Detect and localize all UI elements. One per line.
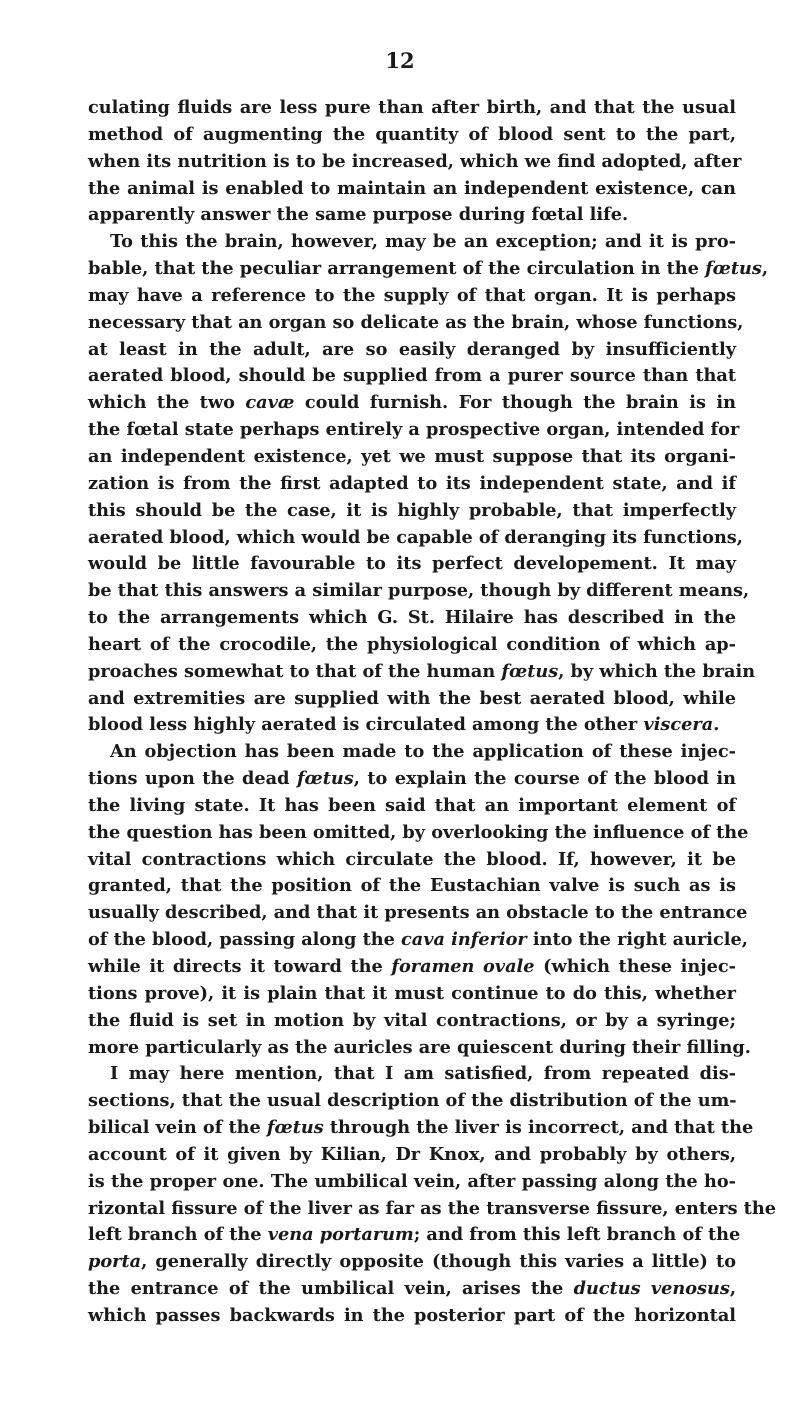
italic-text: cavæ (245, 392, 295, 414)
text-segment: aerated blood, which would be capable of deranging its functions, (88, 526, 743, 548)
text-segment: at least in the adult, are so easily deranged by insufficiently (88, 338, 736, 360)
text-segment: An objection has been made to the application of these injec- (110, 741, 736, 763)
text-segment: method of augmenting the quantity of blood sent to the part, (88, 123, 736, 145)
text-segment: is the proper one. The umbilical vein, after passing along the ho- (88, 1170, 736, 1192)
text-segment: proaches somewhat to that of the human (88, 660, 502, 682)
italic-text: ductus venosus (573, 1278, 730, 1300)
text-line (88, 686, 736, 713)
italic-text: fœtus (296, 768, 354, 790)
text-segment: the fluid is set in motion by vital contractions, or by a syringe; (88, 1009, 736, 1031)
text-segment: sections, that the usual description of the distribution of the um- (88, 1090, 737, 1112)
italic-text: porta (88, 1251, 142, 1273)
italic-text: cava inferior (401, 929, 527, 951)
text-line (88, 498, 736, 525)
text-segment: I may here mention, that I am satisfied, from repeated dis- (110, 1063, 736, 1085)
text-segment: necessary that an organ so delicate as the brain, whose functions, (88, 311, 744, 333)
text-line (88, 873, 736, 900)
text-segment: which the two (88, 392, 246, 414)
text-segment: , by which the brain (558, 660, 756, 682)
text-segment: could furnish. For though the brain is in (294, 392, 736, 414)
text-segment: vital contractions which circulate the blood. If, however, it be (88, 848, 736, 870)
text-line (88, 605, 736, 632)
text-line (88, 525, 743, 552)
text-line (88, 632, 736, 659)
text-line (88, 766, 736, 793)
text-segment: the animal is enabled to maintain an independent existence, can (88, 177, 736, 199)
text-line (88, 471, 736, 498)
text-line (88, 793, 736, 820)
text-segment: bilical vein of the (88, 1117, 267, 1139)
text-line (88, 954, 736, 981)
text-segment: while it directs it toward the (88, 956, 392, 977)
text-line (88, 900, 748, 927)
text-segment: an independent existence, yet we must suppose that its organi- (88, 445, 736, 467)
italic-text: foramen ovale (391, 956, 535, 977)
text-line (88, 1169, 736, 1196)
text-segment: this should be the case, it is highly probable, that imperfectly (88, 499, 736, 521)
text-segment: to the arrangements which G. St. Hilaire has described in the (88, 607, 736, 629)
text-segment: , to explain the course of the blood in (353, 768, 736, 790)
text-segment: rizontal fissure of the liver as far as the transverse fissure, enters the (88, 1197, 776, 1219)
text-segment: account of it given by Kilian, Dr Knox, and probably by others, (88, 1143, 736, 1165)
text-segment: . (713, 714, 720, 736)
text-line (88, 390, 736, 417)
text-line (88, 1249, 736, 1276)
text-segment: through the liver is incorrect, and that the (323, 1117, 754, 1139)
text-segment: ; and from this left branch of the (413, 1224, 741, 1246)
text-segment: culating fluids are less pure than after birth, and that the usual (88, 97, 736, 118)
text-line (88, 981, 736, 1008)
text-line (88, 1008, 736, 1035)
page-number: 12 (385, 48, 415, 73)
text-segment: of the blood, passing along the (88, 929, 402, 951)
text-segment: would be little favourable to its perfect developement. It may (88, 553, 736, 575)
text-line (88, 1276, 736, 1303)
text-segment: apparently answer the same purpose during fœtal life. (88, 204, 629, 226)
text-line (88, 176, 736, 203)
italic-text: fœtus (266, 1117, 324, 1139)
text-segment: zation is from the first adapted to its independent state, and if (88, 472, 736, 494)
italic-text: fœtus (501, 660, 559, 682)
text-line (88, 712, 736, 739)
text-segment: the entrance of the umbilical vein, arises the (88, 1278, 574, 1300)
text-segment: tions prove), it is plain that it must continue to do this, whether (88, 982, 736, 1004)
text-line (88, 417, 740, 444)
text-segment: into the right auricle, (526, 929, 748, 951)
text-line (88, 337, 736, 364)
text-line (88, 820, 749, 847)
text-line (88, 1035, 751, 1062)
text-segment: (which these injec- (534, 956, 736, 977)
text-segment: blood less highly aerated is circulated among the other (88, 714, 644, 736)
body-text (88, 95, 776, 1330)
text-segment: bable, that the peculiar arrangement of the circulation in the (88, 258, 706, 280)
text-segment: may have a reference to the supply of that organ. It is perhaps (88, 284, 736, 306)
italic-text: fœtus (705, 258, 762, 280)
text-line (88, 1196, 776, 1223)
text-line (88, 444, 736, 471)
text-line (88, 551, 736, 578)
text-segment: , (729, 1278, 736, 1300)
text-line (88, 256, 769, 283)
italic-text: vena portarum (267, 1224, 414, 1246)
text-segment: the fœtal state perhaps entirely a prospective organ, intended for (88, 419, 740, 441)
text-line (88, 1061, 736, 1088)
text-segment: granted, that the position of the Eustachian valve is such as is (88, 875, 736, 897)
text-line (88, 149, 742, 176)
text-line (88, 927, 748, 954)
text-line (88, 1142, 736, 1169)
text-segment: To this the brain, however, may be an exception; and it is pro- (110, 231, 736, 253)
text-segment: , generally directly opposite (though this varies a little) to (141, 1251, 736, 1273)
text-segment: when its nutrition is to be increased, which we find adopted, after (88, 150, 742, 172)
text-segment: the question has been omitted, by overlooking the influence of the (88, 821, 749, 843)
text-line (88, 95, 736, 122)
text-line (88, 283, 736, 310)
text-segment: more particularly as the auricles are quiescent during their filling. (88, 1036, 751, 1058)
text-line (88, 229, 736, 256)
text-line (88, 1303, 736, 1330)
text-line (88, 847, 736, 874)
text-line (88, 1088, 736, 1115)
text-line (88, 122, 736, 149)
text-line (88, 202, 736, 229)
text-line (88, 578, 750, 605)
text-line (88, 1115, 754, 1142)
text-segment: , (761, 258, 769, 280)
text-line (88, 363, 736, 390)
text-segment: tions upon the dead (88, 768, 297, 790)
text-line (88, 659, 756, 686)
text-segment: and extremities are supplied with the best aerated blood, while (88, 687, 736, 709)
text-segment: heart of the crocodile, the physiological condition of which ap- (88, 633, 736, 655)
text-segment: left branch of the (88, 1224, 268, 1246)
text-line (88, 1222, 741, 1249)
text-segment: aerated blood, should be supplied from a purer source than that (88, 365, 736, 387)
text-segment: the living state. It has been said that an important element of (88, 794, 736, 816)
text-line (88, 310, 744, 337)
text-segment: be that this answers a similar purpose, though by different means, (88, 580, 750, 602)
italic-text: viscera (643, 714, 714, 736)
text-line (88, 739, 736, 766)
text-segment: usually described, and that it presents an obstacle to the entrance (88, 902, 748, 924)
text-segment: which passes backwards in the posterior part of the horizontal (88, 1304, 736, 1326)
